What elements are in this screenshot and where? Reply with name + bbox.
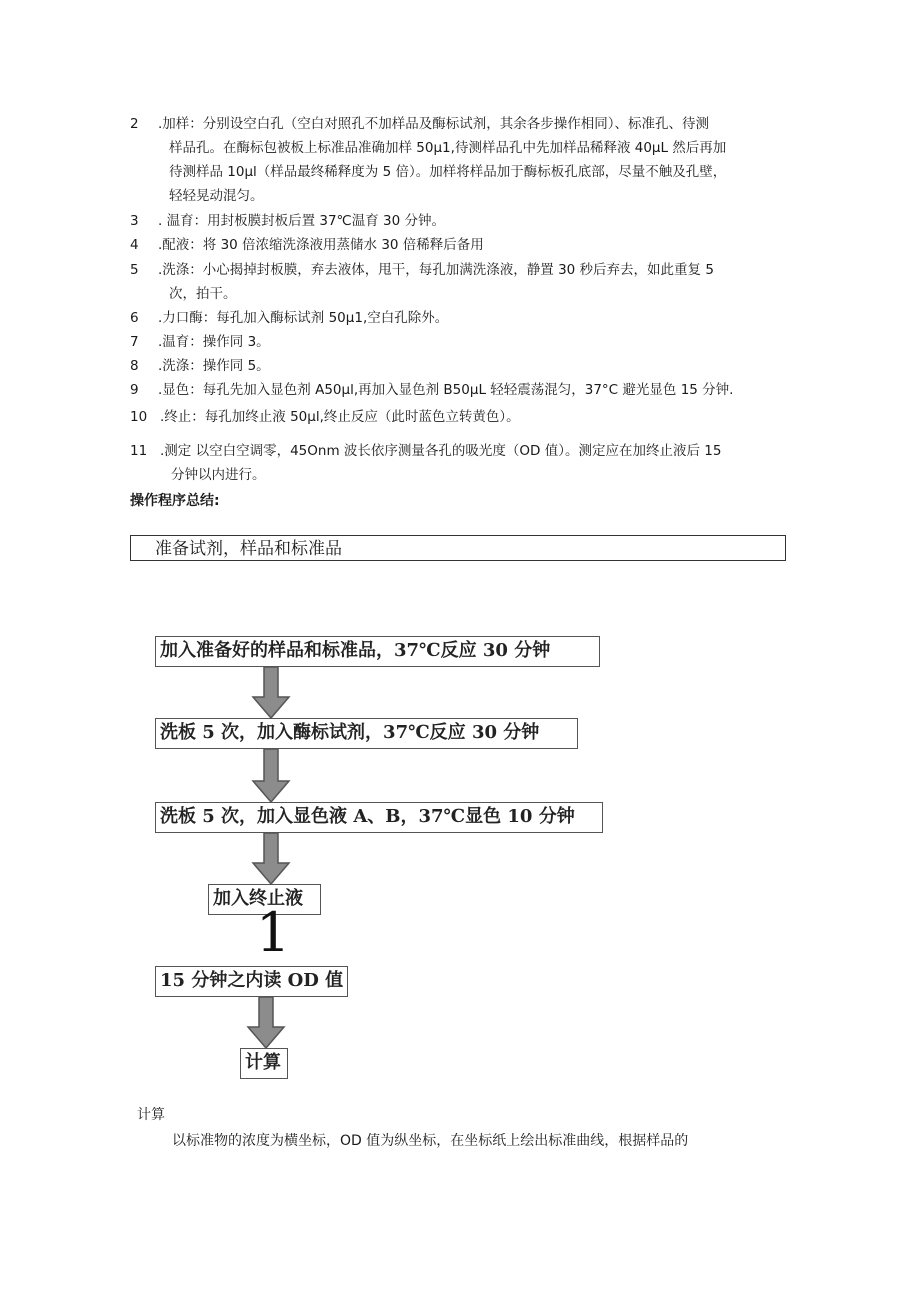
step-line: .配液：将 30 倍浓缩洗涤液用蒸储水 30 倍稀释后备用 <box>158 237 484 253</box>
step-line: .洗涤：小心揭掉封板膜，弃去液体，甩干，每孔加满洗涤液，静置 30 秒后弃去，如此重复 5 <box>158 262 714 278</box>
flow-step-4: 加入终止液 <box>208 884 321 915</box>
down-arrow-icon <box>251 749 291 803</box>
step-line: 待测样品 10μl（样品最终稀释度为 5 倍）。加样将样品加于酶标板孔底部，尽量不触及孔壁， <box>169 164 727 180</box>
down-arrow-icon <box>251 667 291 719</box>
step-line: .显色：每孔先加入显色剂 A50μl,再加入显色剂 B50μL 轻轻震荡混匀，37°C 避光显色 15 分钟. <box>158 382 734 398</box>
calc-text: 以标准物的浓度为横坐标，OD 值为纵坐标，在坐标纸上绘出标准曲线，根据样品的 <box>172 1133 689 1149</box>
step-line: .加样：分别设空白孔（空白对照孔不加样品及酶标试剂，其余各步操作相同）、标准孔、待测 <box>158 116 710 132</box>
step-line: .测定 以空白空调零，45Onm 波长依序测量各孔的吸光度（OD 值）。测定应在加终止液后 15 <box>160 443 722 459</box>
step-line: 轻轻晃动混匀。 <box>169 188 264 204</box>
step-number: 9 <box>130 382 139 398</box>
step-number: 3 <box>130 213 139 229</box>
down-arrow-icon <box>251 833 291 885</box>
flow-step-5: 15 分钟之内读 OD 值 <box>155 966 348 997</box>
step-number: 4 <box>130 237 139 253</box>
step-line: 样品孔。在酶标包被板上标准品准确加样 50μ1,待测样品孔中先加样品稀释液 40μL 然后再加 <box>169 140 727 156</box>
step-line: 次，拍干。 <box>169 286 237 302</box>
down-arrow-icon <box>246 997 286 1049</box>
calc-title: 计算 <box>137 1107 165 1123</box>
step-line: .力口酶：每孔加入酶标试剂 50μ1,空白孔除外。 <box>158 310 449 326</box>
step-number: 8 <box>130 358 139 374</box>
step-number: 7 <box>130 334 139 350</box>
step-number: 6 <box>130 310 139 326</box>
flow-step-2: 洗板 5 次，加入酶标试剂，37℃反应 30 分钟 <box>155 718 578 749</box>
step-line: .洗涤：操作同 5。 <box>158 358 270 374</box>
flow-step-1: 加入准备好的样品和标准品，37℃反应 30 分钟 <box>155 636 600 667</box>
step-line: . 温育：用封板膜封板后置 37℃温育 30 分钟。 <box>158 213 445 229</box>
flow-step-3: 洗板 5 次，加入显色液 A、B，37℃显色 10 分钟 <box>155 802 603 833</box>
step-line: .温育：操作同 3。 <box>158 334 270 350</box>
step-number: 11 <box>130 443 148 459</box>
prep-box: 准备试剂，样品和标准品 <box>130 535 786 561</box>
step-number: 10 <box>130 409 148 425</box>
step-line: .终止：每孔加终止液 50μl,终止反应（此时蓝色立转黄色）。 <box>160 409 520 425</box>
step-number: 5 <box>130 262 139 278</box>
flow-step-6: 计算 <box>240 1048 288 1079</box>
step-number: 2 <box>130 116 139 132</box>
step-line: 分钟以内进行。 <box>171 467 266 483</box>
summary-title: 操作程序总结: <box>130 493 220 509</box>
flow-connector-glyph: 1 <box>256 901 291 964</box>
